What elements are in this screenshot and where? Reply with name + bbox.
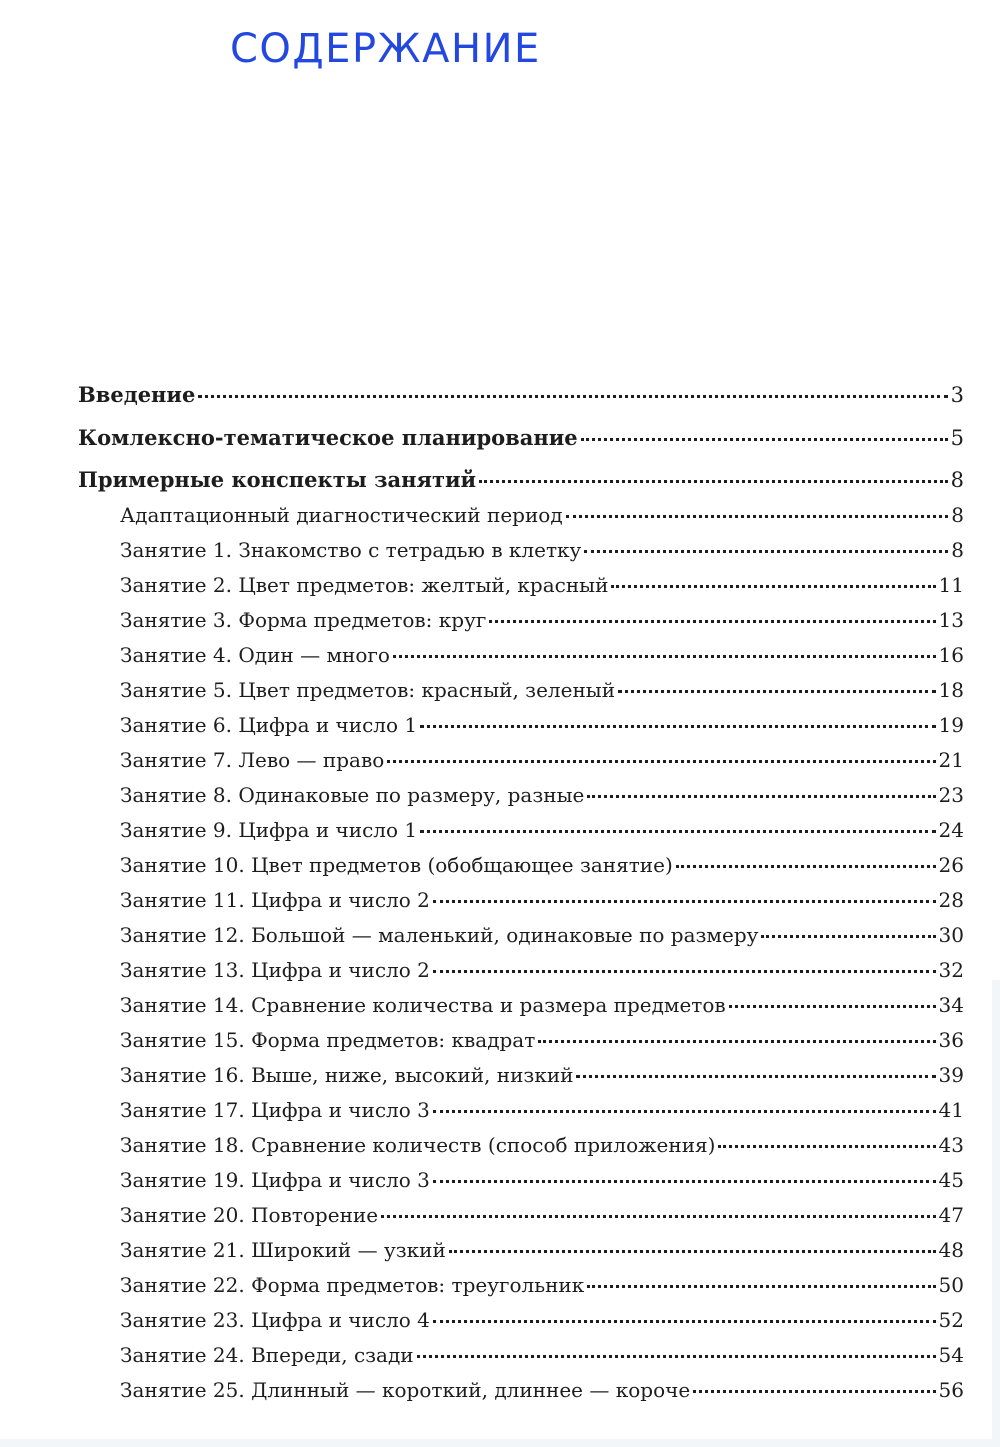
toc-entry-page: 41 <box>938 1098 964 1122</box>
toc-entry-page: 56 <box>938 1378 964 1402</box>
toc-entry-lesson-8[interactable] <box>120 783 964 807</box>
toc-entry-label: Занятие 15. Форма предметов: квадрат <box>120 1028 536 1052</box>
toc-entry-page: 28 <box>938 888 964 912</box>
toc-entry-label: Занятие 22. Форма предметов: треугольник <box>120 1273 585 1297</box>
dot-leader <box>729 1005 936 1008</box>
toc-entry-label: Занятие 9. Цифра и число 1 <box>120 818 418 842</box>
toc-entry-label: Введение <box>78 382 196 407</box>
toc-entry-lesson-9[interactable] <box>120 818 964 842</box>
dot-leader <box>538 1040 935 1043</box>
toc-entry-page: 32 <box>938 958 964 982</box>
toc-entry-page: 8 <box>951 538 964 562</box>
toc-entry-page: 47 <box>938 1203 964 1227</box>
toc-entry-page: 39 <box>938 1063 964 1087</box>
toc-entry-label: Занятие 19. Цифра и число 3 <box>120 1168 430 1192</box>
toc-entry-lesson-16[interactable] <box>120 1063 964 1087</box>
toc-entry-label: Занятие 2. Цвет предметов: желтый, красный <box>120 573 609 597</box>
dot-leader <box>581 438 948 441</box>
toc-entry-page: 45 <box>938 1168 964 1192</box>
toc-entry-label: Занятие 21. Широкий — узкий <box>120 1238 446 1262</box>
toc-entry-lesson-11[interactable] <box>120 888 964 912</box>
toc-entry-introduction[interactable] <box>78 382 964 407</box>
toc-entry-lesson-2[interactable] <box>120 573 964 597</box>
toc-entry-label: Занятие 10. Цвет предметов (обобщающее занятие) <box>120 853 673 877</box>
toc-entry-label: Примерные конспекты занятий <box>78 467 477 492</box>
scan-bottom-shadow <box>0 1439 1000 1447</box>
toc-entry-lesson-7[interactable] <box>120 748 964 772</box>
toc-entry-lesson-12[interactable] <box>120 923 964 947</box>
dot-leader <box>420 725 935 728</box>
dot-leader <box>393 655 936 658</box>
toc-entry-page: 13 <box>938 608 964 632</box>
toc-entry-page: 18 <box>938 678 964 702</box>
toc-entry-label: Занятие 25. Длинный — короткий, длиннее — короче <box>120 1378 691 1402</box>
dot-leader <box>433 1110 936 1113</box>
toc-entry-lesson-23[interactable] <box>120 1308 964 1332</box>
toc-entry-label: Занятие 5. Цвет предметов: красный, зеленый <box>120 678 616 702</box>
toc-entry-lesson-13[interactable] <box>120 958 964 982</box>
dot-leader <box>576 1075 935 1078</box>
dot-leader <box>449 1250 936 1253</box>
toc-entry-page: 19 <box>938 713 964 737</box>
toc-entry-lesson-25[interactable] <box>120 1378 964 1402</box>
page-title: СОДЕРЖАНИЕ <box>230 26 541 72</box>
toc-entry-page: 8 <box>950 468 964 492</box>
dot-leader <box>387 760 935 763</box>
toc-entry-lesson-4[interactable] <box>120 643 964 667</box>
toc-entry-adaptation-period[interactable] <box>120 503 964 527</box>
toc-entry-lesson-22[interactable] <box>120 1273 964 1297</box>
toc-entry-page: 48 <box>938 1238 964 1262</box>
toc-entry-page: 16 <box>938 643 964 667</box>
toc-entry-page: 43 <box>938 1133 964 1157</box>
toc-entry-lesson-10[interactable] <box>120 853 964 877</box>
toc-entry-label: Занятие 12. Большой — маленький, одинаковые по размеру <box>120 923 759 947</box>
toc-entry-lesson-15[interactable] <box>120 1028 964 1052</box>
toc-entry-page: 21 <box>938 748 964 772</box>
toc-entry-lesson-notes[interactable] <box>78 467 964 492</box>
dot-leader <box>381 1215 935 1218</box>
dot-leader <box>433 1180 936 1183</box>
toc-entry-lesson-3[interactable] <box>120 608 964 632</box>
toc-entry-lesson-17[interactable] <box>120 1098 964 1122</box>
toc-entry-planning[interactable] <box>78 425 964 450</box>
dot-leader <box>420 830 935 833</box>
dot-leader <box>718 1145 935 1148</box>
toc-entry-label: Занятие 13. Цифра и число 2 <box>120 958 430 982</box>
toc-entry-label: Занятие 11. Цифра и число 2 <box>120 888 430 912</box>
toc-entry-label: Занятие 14. Сравнение количества и размера предметов <box>120 993 726 1017</box>
toc-entry-lesson-14[interactable] <box>120 993 964 1017</box>
toc-entry-label: Занятие 16. Выше, ниже, высокий, низкий <box>120 1063 574 1087</box>
dot-leader <box>584 550 948 553</box>
dot-leader <box>417 1355 936 1358</box>
dot-leader <box>587 1285 935 1288</box>
toc-entry-label: Комлексно-тематическое планирование <box>78 425 578 450</box>
toc-entry-page: 52 <box>938 1308 964 1332</box>
dot-leader <box>566 515 949 518</box>
toc-entry-page: 8 <box>951 503 964 527</box>
dot-leader <box>489 620 935 623</box>
dot-leader <box>198 395 947 398</box>
dot-leader <box>618 690 936 693</box>
toc-entry-page: 5 <box>950 426 964 450</box>
dot-leader <box>587 795 935 798</box>
toc-entry-page: 11 <box>938 573 964 597</box>
toc-entry-label: Занятие 17. Цифра и число 3 <box>120 1098 430 1122</box>
toc-entry-page: 50 <box>938 1273 964 1297</box>
toc-entry-label: Занятие 1. Знакомство с тетрадью в клетку <box>120 538 582 562</box>
dot-leader <box>611 585 935 588</box>
toc-entry-lesson-21[interactable] <box>120 1238 964 1262</box>
dot-leader <box>433 970 936 973</box>
dot-leader <box>479 480 947 483</box>
toc-entry-lesson-1[interactable] <box>120 538 964 562</box>
toc-entry-lesson-6[interactable] <box>120 713 964 737</box>
toc-entry-label: Занятие 4. Один — много <box>120 643 390 667</box>
toc-entry-lesson-18[interactable] <box>120 1133 964 1157</box>
toc-entry-page: 24 <box>938 818 964 842</box>
toc-entry-page: 30 <box>938 923 964 947</box>
toc-entry-label: Занятие 24. Впереди, сзади <box>120 1343 414 1367</box>
toc-entry-label: Адаптационный диагностический период <box>120 503 563 527</box>
dot-leader <box>761 935 935 938</box>
toc-entry-page: 3 <box>950 383 964 407</box>
toc-entry-lesson-19[interactable] <box>120 1168 964 1192</box>
toc-entry-label: Занятие 6. Цифра и число 1 <box>120 713 418 737</box>
dot-leader <box>433 900 936 903</box>
toc-entry-lesson-5[interactable] <box>120 678 964 702</box>
toc-entry-page: 36 <box>938 1028 964 1052</box>
dot-leader <box>676 865 936 868</box>
toc-entry-page: 34 <box>938 993 964 1017</box>
toc-entry-label: Занятие 23. Цифра и число 4 <box>120 1308 430 1332</box>
toc-entry-label: Занятие 20. Повторение <box>120 1203 379 1227</box>
dot-leader <box>693 1390 935 1393</box>
toc-entry-lesson-24[interactable] <box>120 1343 964 1367</box>
toc-entry-label: Занятие 7. Лево — право <box>120 748 385 772</box>
toc-entry-label: Занятие 8. Одинаковые по размеру, разные <box>120 783 585 807</box>
dot-leader <box>433 1320 936 1323</box>
toc-entry-lesson-20[interactable] <box>120 1203 964 1227</box>
toc-entry-label: Занятие 3. Форма предметов: круг <box>120 608 487 632</box>
scan-edge-shadow <box>992 980 1000 1447</box>
toc-entry-page: 23 <box>938 783 964 807</box>
toc-entry-label: Занятие 18. Сравнение количеств (способ приложения) <box>120 1133 716 1157</box>
toc-entry-page: 26 <box>938 853 964 877</box>
toc-entry-page: 54 <box>938 1343 964 1367</box>
